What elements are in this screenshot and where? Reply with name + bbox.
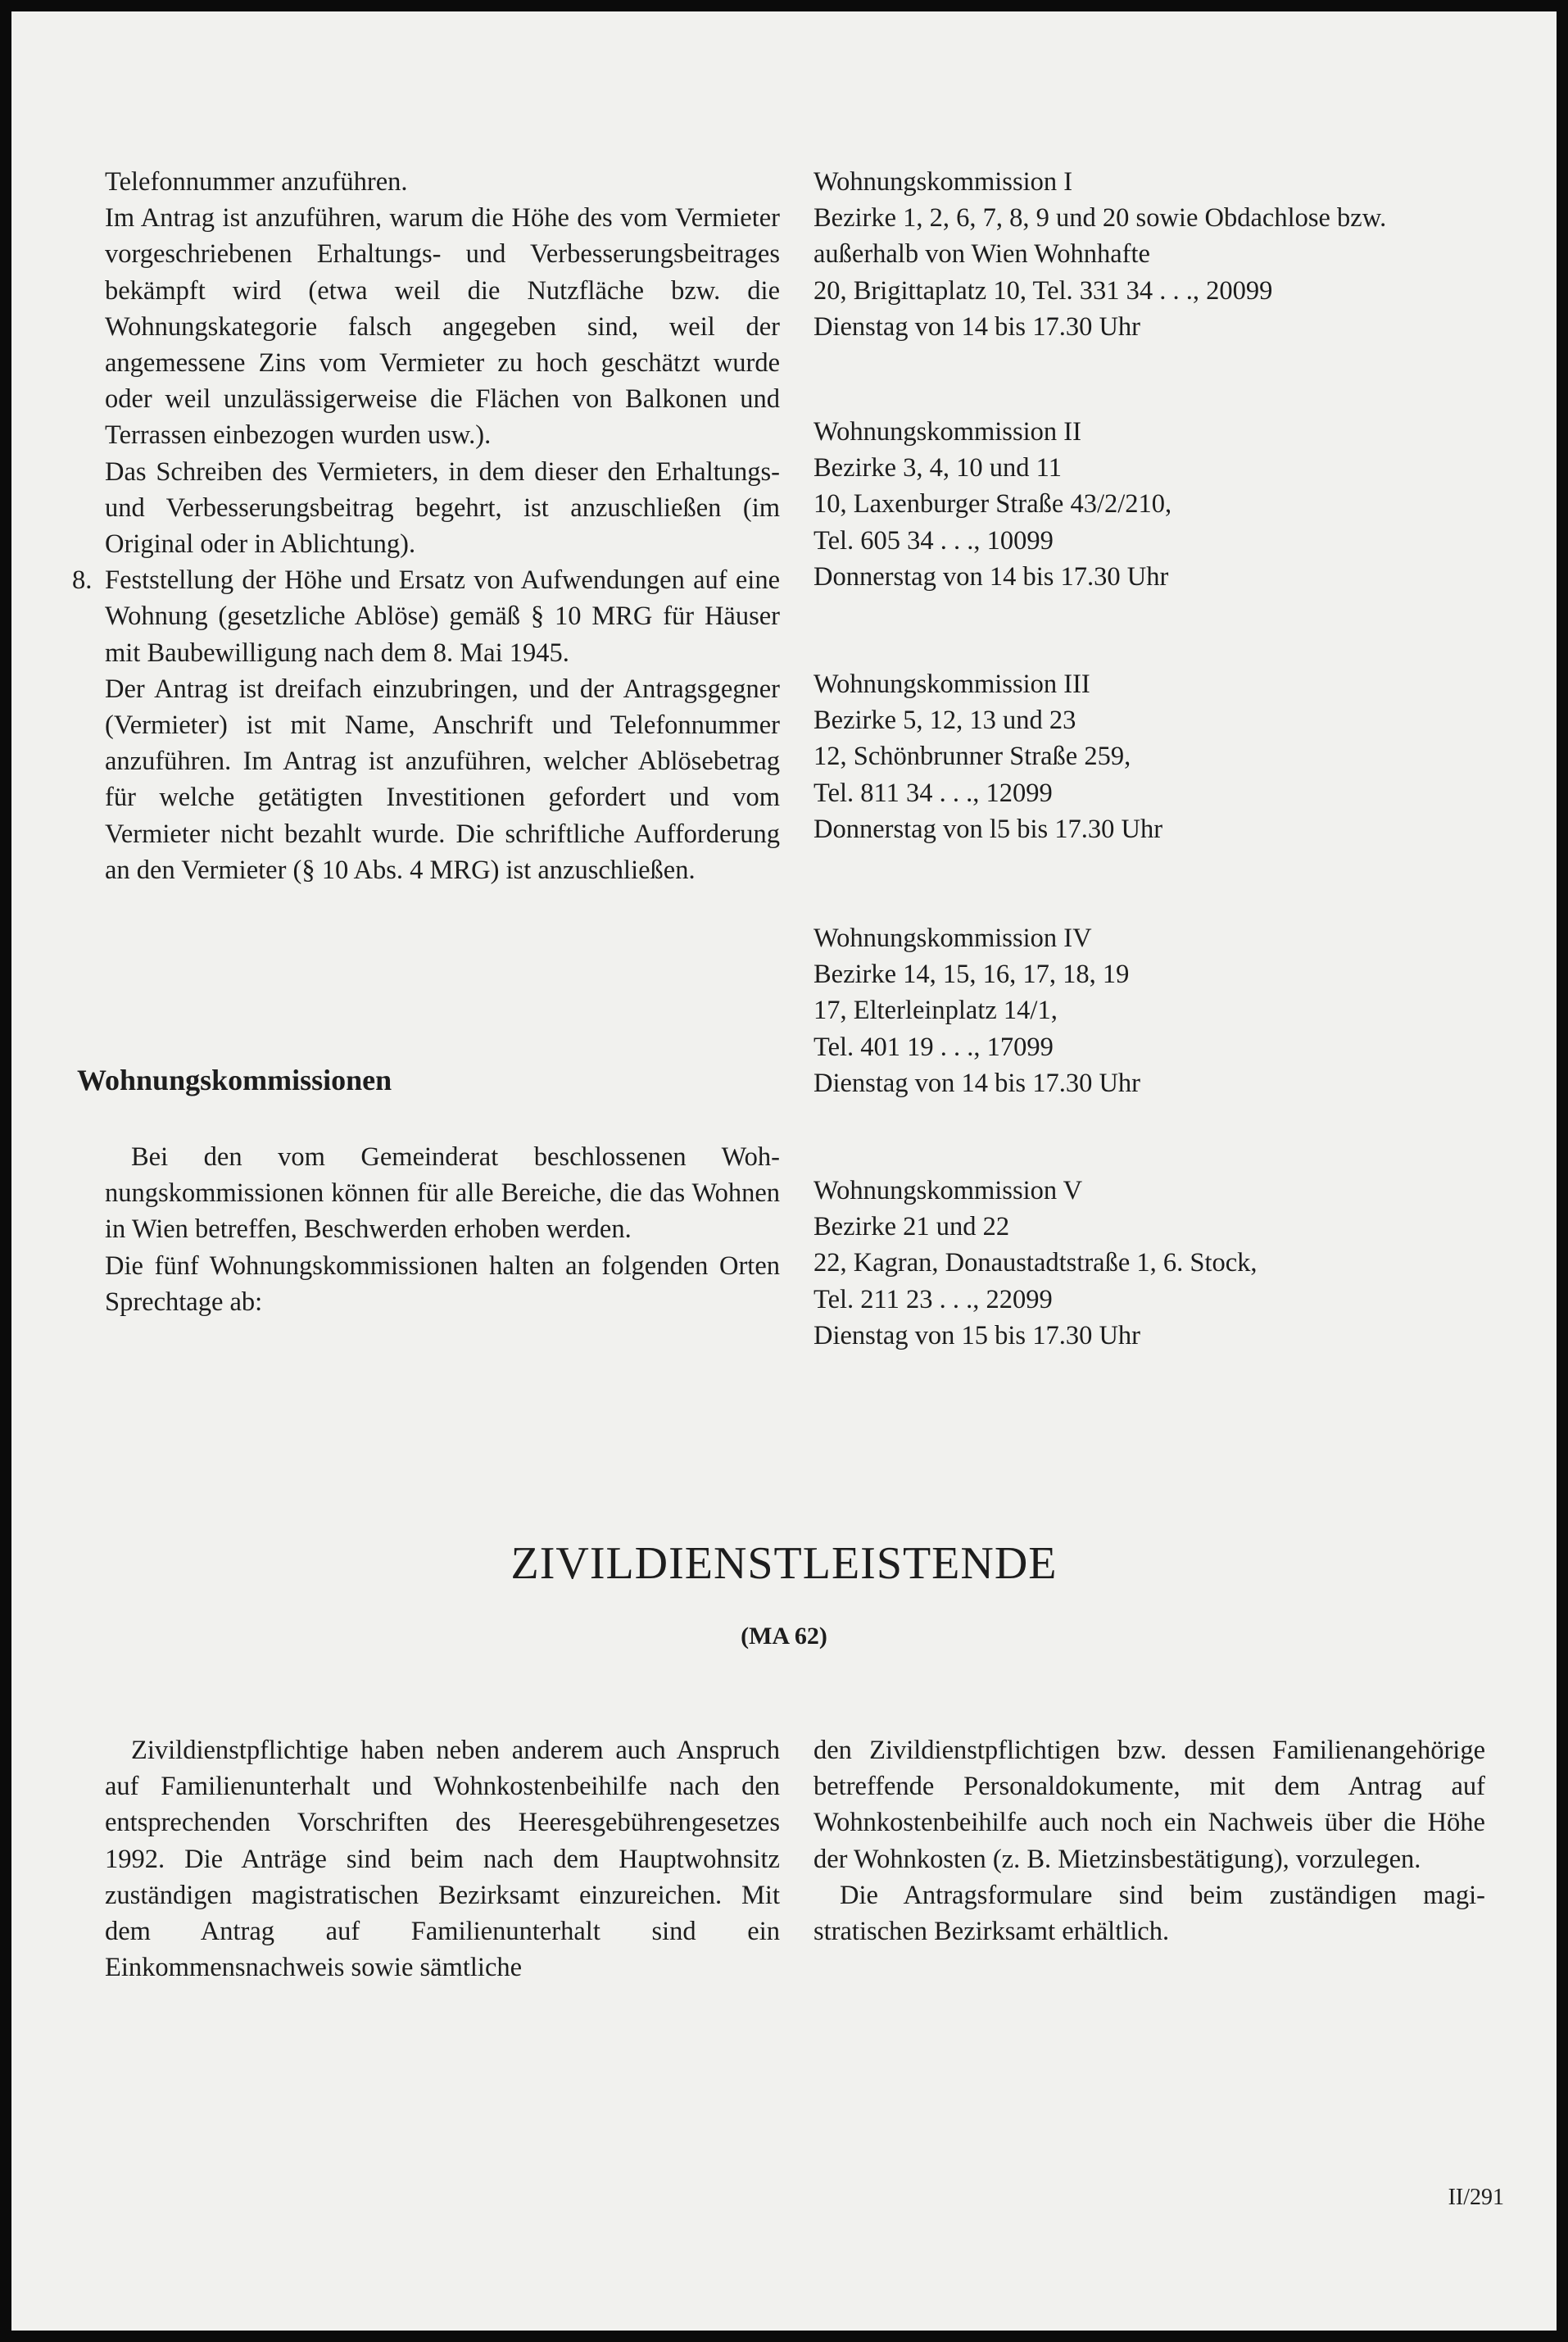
commission-line: Dienstag von 14 bis 17.30 Uhr [813,311,1140,342]
commission-name: Wohnungskommission III [813,669,1090,699]
commission-block [813,1173,1485,1354]
commission-name: Wohnungskommission II [813,417,1081,447]
commission-block [813,164,1485,345]
page-number: II/291 [1448,2185,1504,2210]
commission-line: 20, Brigittaplatz 10, Tel. 331 34 . . ., 20099 [813,275,1273,306]
commission-line: Bezirke 1, 2, 6, 7, 8, 9 und 20 sowie Obdachlose bzw. [813,203,1387,234]
section-right-column [813,1732,1485,1949]
commission-line: Bezirke 21 und 22 [813,1212,1010,1242]
commission-name: Wohnungskommission I [813,167,1073,197]
commission-name: Wohnungskommission V [813,1176,1083,1205]
paragraph: den Zivildienstpflichtigen bzw. dessen Familienangehörige betreffende Personaldokumente, mit dem Antrag auf Wohnkostenbeihilfe auch noch ein Nachweis über die Höhe der Wohnkosten (z. B. Mietzinsbestätigung), vorzulegen. [813,1736,1485,1874]
commission-line: Donnerstag von 14 bis 17.30 Uhr [813,561,1169,592]
commission-block [813,414,1485,595]
list-number: 8. [72,565,93,596]
commission-block [813,920,1485,1101]
left-column-lower [105,1139,780,1320]
paragraph: Der Antrag ist dreifach einzubringen, und der Antragsgegner (Vermieter) ist mit Name, Anschrift und Telefonnummer anzuführen. Im Antrag ist anzuführen, welcher Ablösebetrag für welche getätigten Investitionen gefordert und vom Vermieter nicht bezahlt wurde. Die schriftliche Aufforderung an den Vermieter (§ 10 Abs. 4 MRG) ist anzuschließen. [105,674,780,885]
section-heading: Wohnungskommissionen [77,1064,392,1096]
commission-line: Tel. 401 19 . . ., 17099 [813,1032,1054,1062]
commission-line: Dienstag von 15 bis 17.30 Uhr [813,1320,1140,1350]
commission-line: Dienstag von 14 bis 17.30 Uhr [813,1068,1140,1098]
paragraph: Feststellung der Höhe und Ersatz von Aufwendungen auf eine Wohnung (gesetzliche Ablöse) gemäß § 10 MRG für Häuser mit Baubewilligung nach dem 8. Mai 1945. [105,565,780,668]
commission-line: Tel. 211 23 . . ., 22099 [813,1284,1053,1314]
commission-line: Tel. 605 34 . . ., 10099 [813,525,1054,556]
commission-line: Bezirke 5, 12, 13 und 23 [813,706,1076,736]
paragraph: Bei den vom Gemeinderat beschlossenen Wohnungskommissionen können für alle Bereiche, die das Wohnen in Wien betreffen, Beschwerden erhoben werden. [105,1142,780,1245]
left-column-upper [72,164,780,888]
paragraph: Telefonnummer anzuführen. [105,167,408,197]
document-page [11,11,1557,2331]
commission-line: 10, Laxenburger Straße 43/2/210, [813,489,1172,520]
commission-line: 22, Kagran, Donaustadtstraße 1, 6. Stock, [813,1248,1258,1278]
section-subtitle: (MA 62) [741,1623,827,1650]
commission-line: 17, Elterleinplatz 14/1, [813,996,1058,1026]
commission-line: außerhalb von Wien Wohnhafte [813,239,1150,270]
commission-line: Bezirke 3, 4, 10 und 11 [813,453,1062,483]
paragraph: Die fünf Wohnungskommissionen halten an folgenden Orten Sprechtage ab: [105,1250,780,1317]
section-title: ZIVILDIENSTLEISTENDE [510,1538,1058,1589]
list-item-8 [72,562,780,671]
commission-line: Bezirke 14, 15, 16, 17, 18, 19 [813,960,1130,990]
commission-line: Donnerstag von l5 bis 17.30 Uhr [813,814,1163,844]
paragraph: Die Antragsformulare sind beim zuständigen magistratischen Bezirksamt erhältlich. [813,1880,1485,1947]
section-left-column [105,1732,780,1986]
commission-block [813,666,1485,847]
commission-name: Wohnungskommission IV [813,924,1092,953]
paragraph: Das Schreiben des Vermieters, in dem dieser den Erhaltungs- und Verbesserungsbeitrag begehrt, ist anzuschließen (im Original oder in Ablichtung). [105,456,780,560]
paragraph: Im Antrag ist anzuführen, warum die Höhe des vom Vermieter vorgeschriebenen Erhaltungs- und Verbesserungsbeitrages bekämpft wird (etwa weil die Nutzfläche bzw. die Wohnungskategorie falsch angegeben sind, weil der angemessene Zins vom Vermieter zu hoch geschätzt wurde oder weil unzulässigerweise die Flächen von Balkonen und Terrassen einbezogen wurden usw.). [105,203,780,451]
commission-line: Tel. 811 34 . . ., 12099 [813,778,1053,808]
commission-line: 12, Schönbrunner Straße 259, [813,742,1131,772]
paragraph: Zivildienstpflichtige haben neben anderem auch Anspruch auf Familienunterhalt und Wohnkostenbeihilfe nach den entsprechenden Vorschriften des Heeresgebührengesetzes 1992. Die Anträge sind beim nach dem Hauptwohnsitz zuständigen magistratischen Bezirksamt einzureichen. Mit dem Antrag auf Familienunterhalt sind ein Einkommensnachweis sowie sämtliche [105,1736,780,1983]
